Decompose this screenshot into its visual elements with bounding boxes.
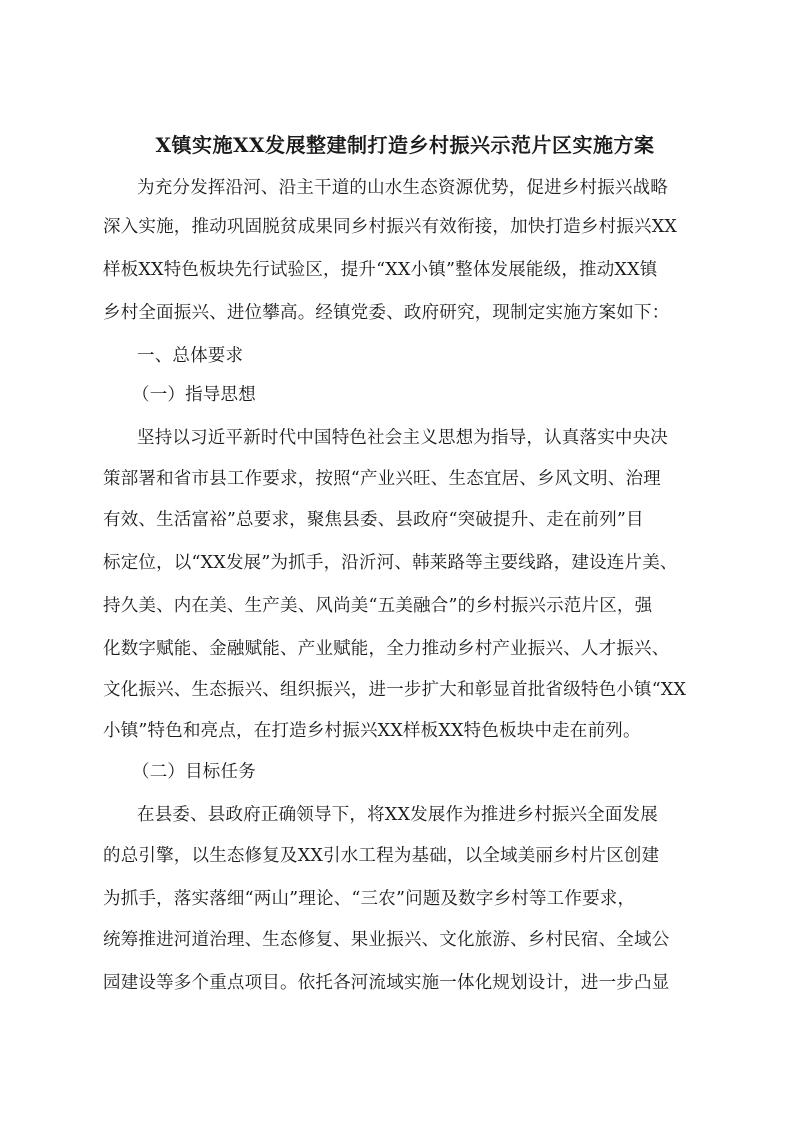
subsection-heading: （一）指导思想 — [132, 385, 256, 405]
paragraph-line: 有效、生活富裕”总要求，聚焦县委、县政府“突破提升、走在前列”目 — [103, 510, 644, 530]
paragraph-line: 化数字赋能、金融赋能、产业赋能，全力推动乡村产业振兴、人才振兴、 — [103, 639, 670, 659]
paragraph-line: 小镇”特色和亮点，在打造乡村振兴XX样板XX特色板块中走在前列。 — [103, 721, 641, 741]
section-heading: 一、总体要求 — [137, 346, 244, 366]
paragraph-line: 样板XX特色板块先行试验区，提升“XX小镇”整体发展能级，推动XX镇 — [103, 260, 658, 280]
paragraph-line: 统筹推进河道治理、生态修复、果业振兴、文化旅游、乡村民宿、全域公 — [103, 930, 670, 950]
paragraph-line: 为抓手，落实落细“两山”理论、“三农”问题及数字乡村等工作要求， — [103, 889, 636, 909]
paragraph-line: 深入实施，推动巩固脱贫成果同乡村振兴有效衔接，加快打造乡村振兴XX — [103, 217, 678, 237]
paragraph-line: 的总引擎，以生态修复及XX引水工程为基础，以全域美丽乡村片区创建 — [103, 846, 660, 866]
paragraph-line: 为充分发挥沿河、沿主干道的山水生态资源优势，促进乡村振兴战略 — [137, 178, 668, 198]
paragraph-line: 园建设等多个重点项目。依托各河流域实施一体化规划设计，进一步凸显 — [103, 973, 670, 993]
paragraph-line: 标定位，以“XX发展”为抓手，沿沂河、韩莱路等主要线路，建设连片美、 — [103, 553, 678, 573]
paragraph-line: 持久美、内在美、生产美、风尚美“五美融合”的乡村振兴示范片区，强 — [103, 596, 653, 616]
paragraph-line: 在县委、县政府正确领导下，将XX发展作为推进乡村振兴全面发展 — [137, 805, 658, 825]
paragraph-line: 坚持以习近平新时代中国特色社会主义思想为指导，认真落实中央决 — [137, 428, 668, 448]
paragraph-line: 乡村全面振兴、进位攀高。经镇党委、政府研究，现制定实施方案如下： — [103, 303, 670, 323]
document-title: X镇实施XX发展整建制打造乡村振兴示范片区实施方案 — [155, 133, 655, 157]
paragraph-line: 文化振兴、生态振兴、组织振兴，进一步扩大和彰显首批省级特色小镇“XX — [103, 680, 687, 700]
paragraph-line: 策部署和省市县工作要求，按照“产业兴旺、生态宜居、乡风文明、治理 — [103, 469, 661, 489]
subsection-heading: （二）目标任务 — [132, 762, 256, 782]
